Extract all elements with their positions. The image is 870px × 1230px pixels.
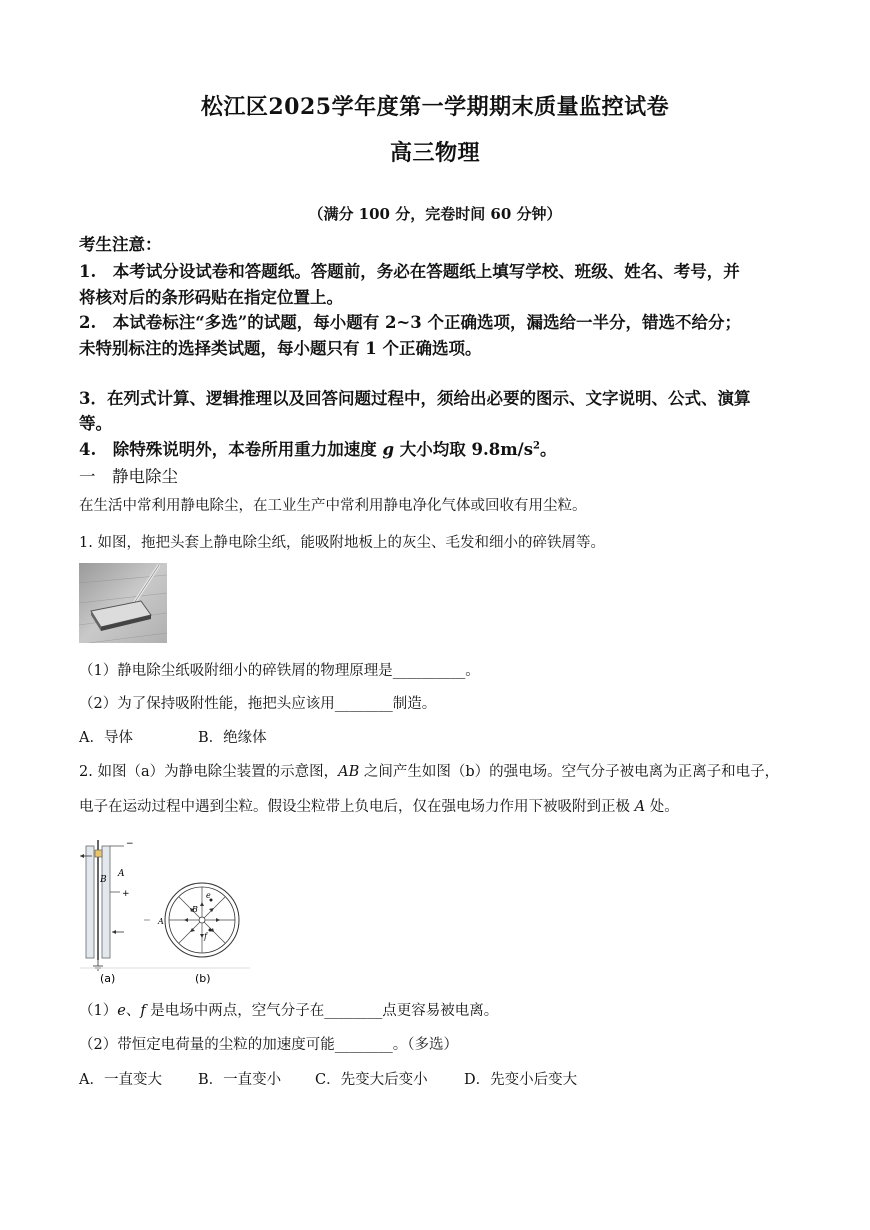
figure-b-caption: (b) <box>195 972 211 985</box>
notice-item-2-line-2: 未特别标注的选择类试题，每小题只有 1 个正确选项。 <box>79 339 482 358</box>
label-b-center: B <box>192 905 198 914</box>
question-2-stem-line-1: 2. 如图（a）为静电除尘装置的示意图，AB 之间产生如图（b）的强电场。空气分子被电离为正离子和电子， <box>79 764 780 780</box>
notice-item-1-line-1: 1. 本考试分设试卷和答题纸。答题前，务必在答题纸上填写学校、班级、姓名、考号，并 <box>79 262 740 281</box>
section-intro: 在生活中常利用静电除尘，在工业生产中常利用静电净化气体或回收有用尘粒。 <box>79 498 587 514</box>
question-1-sub-2: （2）为了保持吸附性能，拖把头应该用________制造。 <box>79 696 437 712</box>
subject-title: 高三物理 <box>389 140 480 166</box>
label-point-e: e <box>206 891 211 900</box>
figure-a-caption: (a) <box>100 972 116 985</box>
notice-item-1-line-2: 将核对后的条形码贴在指定位置上。 <box>79 288 343 307</box>
precipitator-figure <box>80 832 250 988</box>
label-point-f: f <box>204 932 207 941</box>
question-2-sub-2: （2）带恒定电荷量的尘粒的加速度可能________。（多选） <box>79 1037 458 1053</box>
notice-item-3-line-1: 3．在列式计算、逻辑推理以及回答问题过程中，须给出必要的图示、文字说明、公式、演算 <box>79 389 751 408</box>
plus-sign: + <box>122 889 130 899</box>
question-2-option-a: A．一直变大 <box>79 1072 162 1088</box>
section-title: 一 静电除尘 <box>79 467 178 486</box>
question-2-sub-1: （1）e、f 是电场中两点，空气分子在________点更容易被电离。 <box>79 1003 499 1019</box>
question-2-stem-line-2: 电子在运动过程中遇到尘粒。假设尘粒带上负电后，仅在强电场力作用下被吸附到正极 A 处。 <box>79 799 679 815</box>
notice-heading: 考生注意： <box>79 235 162 254</box>
notice-item-3-line-2: 等。 <box>79 414 112 433</box>
question-1-sub-1: （1）静电除尘纸吸附细小的碎铁屑的物理原理是__________。 <box>79 663 480 679</box>
question-2-option-d: D．先变小后变大 <box>464 1072 578 1088</box>
minus-sign: − <box>126 839 134 849</box>
notice-item-4: 4. 除特殊说明外，本卷所用重力加速度 g 大小均取 $9.8m/s^2$。 <box>79 440 557 459</box>
label-b-electrode: B <box>100 875 107 885</box>
question-1-option-a: A．导体 <box>79 730 133 746</box>
label-a-electrode: A <box>118 869 125 879</box>
mop-photo <box>79 563 167 643</box>
question-1-option-b: B．绝缘体 <box>198 730 267 746</box>
question-2-option-b: B．一直变小 <box>198 1072 282 1088</box>
notice-item-2-line-1: 2. 本试卷标注“多选”的试题，每小题有 2~3 个正确选项，漏选给一半分，错选不给分； <box>79 313 741 332</box>
exam-info: （满分 100 分，完卷时间 60 分钟） <box>308 205 562 223</box>
device-diagram-a <box>80 840 124 970</box>
question-2-option-c: C．先变大后变小 <box>315 1072 428 1088</box>
page-title: 松江区2025学年度第一学期期末质量监控试卷 <box>200 94 670 120</box>
field-diagram-b <box>165 883 239 957</box>
question-1-stem: 1. 如图，拖把头套上静电除尘纸，能吸附地板上的灰尘、毛发和细小的碎铁屑等。 <box>79 535 605 551</box>
label-a-ring: A <box>158 917 164 926</box>
